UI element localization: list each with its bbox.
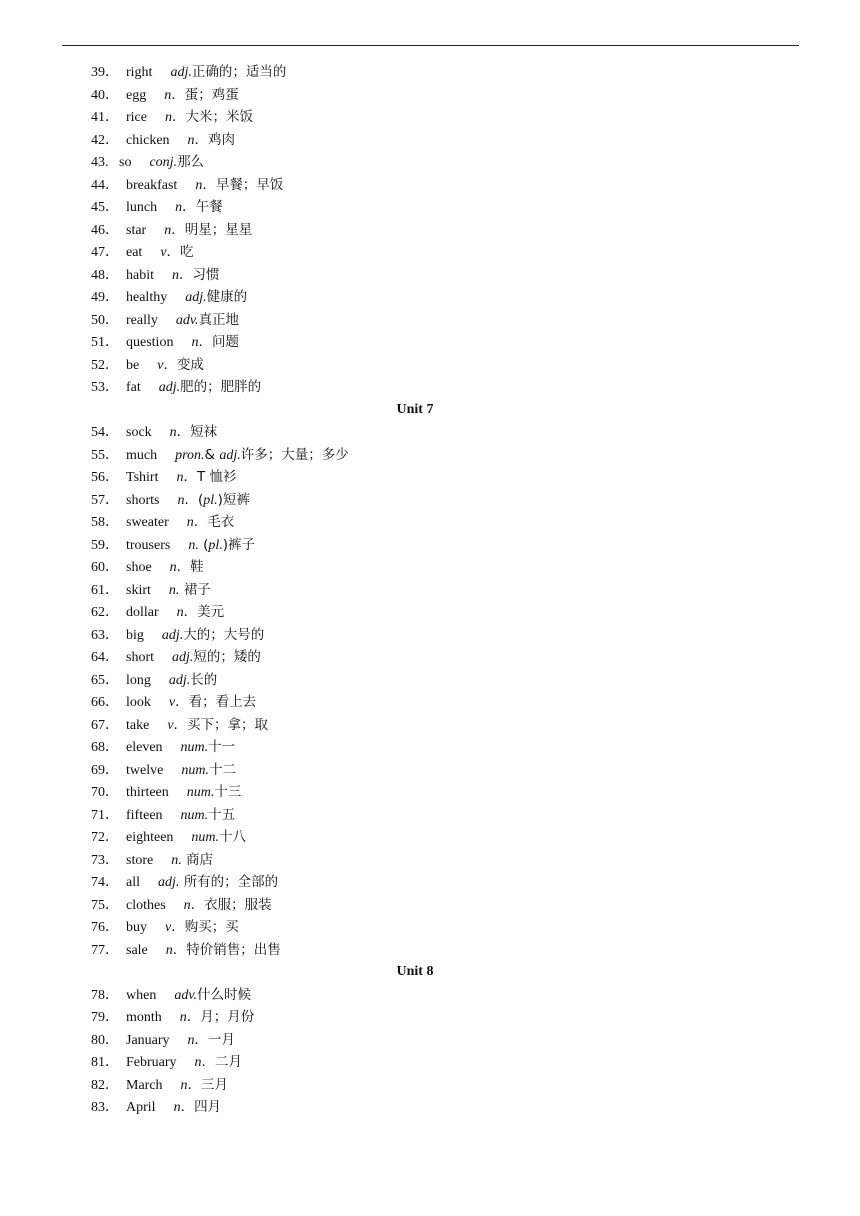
vocab-entry <box>91 646 801 669</box>
entry-word: look <box>126 695 151 710</box>
entry-number: 69． <box>91 762 119 778</box>
entry-separator: ． <box>187 1076 202 1093</box>
vocab-entry <box>91 556 801 579</box>
entry-part-of-speech: n <box>164 110 172 125</box>
entry-definition: 十二 <box>208 761 236 778</box>
vocab-entry <box>91 106 801 129</box>
vocab-entry <box>91 691 801 714</box>
entry-number: 61． <box>91 582 119 598</box>
entry-separator: ． <box>198 334 212 350</box>
entry-definition: 短袜 <box>190 424 218 440</box>
entry-separator: ． <box>202 176 216 193</box>
vocab-entry <box>91 1029 801 1052</box>
vocab-entry <box>91 939 801 962</box>
entry-word: be <box>126 357 140 373</box>
entry-number: 59． <box>91 537 119 553</box>
entry-part-of-speech: adj. <box>170 65 192 80</box>
vocabulary-list <box>91 61 801 1119</box>
entry-word: star <box>126 222 147 238</box>
vocab-entry <box>91 309 801 332</box>
entry-word: healthy <box>126 290 168 305</box>
entry-definition: 午餐 <box>195 199 223 215</box>
entry-word: sale <box>126 942 148 958</box>
entry-part-of-speech: n <box>187 132 195 148</box>
entry-separator: ( <box>198 536 209 553</box>
entry-number: 40． <box>91 87 119 103</box>
entry-separator: ． <box>171 919 185 935</box>
vocab-entry <box>91 264 801 287</box>
entry-separator: ． <box>163 356 177 373</box>
vocab-entry <box>91 871 801 894</box>
entry-definition: 所有的；全部的 <box>183 874 279 890</box>
entry-number: 52． <box>91 357 119 373</box>
entry-definition: 鸡肉 <box>208 131 236 148</box>
entry-part-of-speech: n <box>179 1010 187 1025</box>
entry-word: clothes <box>126 897 166 913</box>
vocab-entry <box>91 421 801 444</box>
entry-number: 45． <box>91 200 119 215</box>
entry-word: sock <box>126 425 152 440</box>
entry-separator: ． <box>173 716 188 733</box>
entry-number: 62． <box>91 605 119 620</box>
vocab-entry <box>91 151 801 174</box>
entry-number: 50． <box>91 312 119 328</box>
entry-word: January <box>126 1032 170 1048</box>
entry-number: 76． <box>91 920 119 935</box>
entry-separator: ． <box>182 199 196 215</box>
entry-word: eighteen <box>126 830 174 845</box>
entry-definition: 三月 <box>201 1076 229 1093</box>
entry-word: March <box>126 1077 163 1093</box>
entry-part-of-speech: conj. <box>149 155 178 170</box>
entry-separator: ． <box>183 469 197 485</box>
entry-part-of-speech: v <box>157 357 164 373</box>
entry-definition: 那么 <box>177 154 205 170</box>
entry-word: fat <box>126 380 141 395</box>
entry-part-of-speech: pron. <box>175 447 205 463</box>
entry-separator: ． <box>176 559 191 575</box>
entry-definition: 月；月份 <box>200 1009 255 1025</box>
entry-number: 42． <box>91 132 119 148</box>
entry-part-of-speech: adv. <box>175 312 199 328</box>
entry-definition: 问题 <box>211 334 239 350</box>
vocab-entry <box>91 579 801 602</box>
vocab-entry <box>91 669 801 692</box>
entry-number: 54． <box>91 425 119 440</box>
entry-number: 82． <box>91 1077 119 1093</box>
entry-word: so <box>119 155 132 170</box>
entry-definition: 健康的 <box>206 289 248 305</box>
entry-separator: ． <box>193 514 208 530</box>
vocab-entry <box>91 624 801 647</box>
entry-definition: 明星；星星 <box>184 221 253 238</box>
entry-part-of-speech: n <box>165 942 173 958</box>
entry-number: 46． <box>91 222 119 238</box>
entry-part-of-speech: n <box>180 1077 188 1093</box>
vocab-entry <box>91 489 801 512</box>
vocab-entry <box>91 1074 801 1097</box>
entry-word: shoe <box>126 560 152 575</box>
entry-separator: ． <box>180 1099 195 1115</box>
entry-number: 60． <box>91 560 119 575</box>
entry-word: month <box>126 1010 162 1025</box>
entry-separator: ． <box>190 896 205 913</box>
entry-separator: ．( <box>184 491 204 508</box>
entry-definition: 十五 <box>208 806 236 823</box>
entry-part-of-speech: n <box>186 515 194 530</box>
entry-word: eleven <box>126 740 163 755</box>
vocab-entry <box>91 849 801 872</box>
entry-word: trousers <box>126 537 171 553</box>
entry-number: 55． <box>91 447 119 463</box>
entry-word: February <box>126 1055 177 1070</box>
entry-separator: ． <box>194 1031 209 1048</box>
entry-part-of-speech: v <box>160 245 167 260</box>
vocab-entry <box>91 984 801 1007</box>
entry-number: 80． <box>91 1032 119 1048</box>
entry-part-of-speech: n <box>176 470 184 485</box>
entry-part-of-speech: n <box>164 87 172 103</box>
vocab-entry <box>91 174 801 197</box>
entry-number: 72． <box>91 830 119 845</box>
header-rule <box>62 45 799 46</box>
entry-definition: 看；看上去 <box>188 694 257 710</box>
entry-separator: & <box>204 446 220 463</box>
entry-number: 74． <box>91 875 119 890</box>
vocab-entry <box>91 781 801 804</box>
entry-part-of-speech: adj. <box>158 380 181 395</box>
entry-number: 58． <box>91 515 119 530</box>
entry-part-of-speech-secondary: adj. <box>219 447 241 463</box>
entry-number: 67． <box>91 717 119 733</box>
entry-definition: 鞋 <box>190 559 204 575</box>
entry-definition: 买下；拿；取 <box>187 716 269 733</box>
entry-part-of-speech: v <box>168 695 176 710</box>
vocab-entry <box>91 241 801 264</box>
entry-definition: 裙子 <box>183 581 211 598</box>
entry-word: twelve <box>126 762 164 778</box>
entry-number: 75． <box>91 897 119 913</box>
entry-part-of-speech: num. <box>181 762 209 778</box>
entry-part-of-speech: num. <box>186 785 215 800</box>
entry-number: 83． <box>91 1100 119 1115</box>
vocab-entry <box>91 466 801 489</box>
entry-number: 81． <box>91 1055 119 1070</box>
entry-word: buy <box>126 920 147 935</box>
entry-number: 51． <box>91 335 119 350</box>
entry-separator: ． <box>183 604 198 620</box>
vocab-entry <box>91 354 801 377</box>
vocab-entry <box>91 714 801 737</box>
entry-part-of-speech: n <box>173 1100 181 1115</box>
entry-number: 39． <box>91 65 119 80</box>
entry-word: breakfast <box>126 177 178 193</box>
entry-definition: 真正地 <box>198 311 240 328</box>
entry-definition: 四月 <box>194 1099 222 1115</box>
entry-part-of-speech: num. <box>180 807 209 823</box>
entry-number: 73． <box>91 852 119 868</box>
entry-word: lunch <box>126 200 158 215</box>
entry-definition: 习惯 <box>192 266 220 283</box>
entry-word: Tshirt <box>126 470 159 485</box>
entry-word: shorts <box>126 492 160 508</box>
entry-part-of-speech: n <box>177 492 185 508</box>
vocab-entry <box>91 511 801 534</box>
entry-word: habit <box>126 267 154 283</box>
entry-definition: 一月 <box>208 1031 236 1048</box>
entry-part-of-speech: n <box>183 897 191 913</box>
entry-word: all <box>126 875 140 890</box>
entry-definition: 早餐；早饭 <box>215 176 284 193</box>
entry-separator: ． <box>171 109 186 125</box>
entry-word: big <box>126 627 144 643</box>
entry-separator: ． <box>179 266 193 283</box>
vocab-entry <box>91 196 801 219</box>
entry-part-of-speech: v <box>165 920 172 935</box>
entry-definition: 美元 <box>197 604 225 620</box>
entry-part-of-speech: n <box>194 1055 202 1070</box>
entry-number: 63． <box>91 627 119 643</box>
vocab-entry <box>91 219 801 242</box>
vocab-entry <box>91 331 801 354</box>
entry-part-of-speech-secondary: pl. <box>208 537 223 553</box>
entry-definition: 大米；米饭 <box>185 109 253 125</box>
entry-number: 77． <box>91 942 119 958</box>
entry-definition: 肥的；肥胖的 <box>180 379 262 395</box>
entry-definition: 短的；矮的 <box>193 649 261 665</box>
entry-part-of-speech: n <box>172 267 179 283</box>
entry-separator: ． <box>172 941 187 958</box>
entry-word: short <box>126 650 154 665</box>
entry-word: dollar <box>126 605 159 620</box>
entry-part-of-speech: n <box>169 425 177 440</box>
entry-part-of-speech: num. <box>191 830 220 845</box>
entry-number: 49． <box>91 290 119 305</box>
vocab-entry <box>91 534 801 557</box>
unit-heading: Unit 7 <box>396 401 434 417</box>
entry-definition: 商店 <box>186 851 214 868</box>
entry-part-of-speech: adv. <box>174 987 198 1003</box>
entry-separator: ． <box>175 694 189 710</box>
entry-definition: 十一 <box>208 739 236 755</box>
entry-definition: 吃 <box>180 244 194 260</box>
vocab-entry <box>91 1006 801 1029</box>
entry-number: 43. <box>91 155 112 170</box>
entry-number: 71． <box>91 807 119 823</box>
entry-part-of-speech: n <box>169 560 177 575</box>
entry-separator: ． <box>176 424 191 440</box>
entry-definition: T 恤衫 <box>196 469 237 485</box>
entry-part-of-speech: adj. <box>168 672 191 688</box>
entry-word: take <box>126 717 150 733</box>
entry-part-of-speech: adj. <box>161 627 184 643</box>
vocab-entry <box>91 376 801 399</box>
entry-part-of-speech: n <box>191 335 199 350</box>
vocab-entry <box>91 1051 801 1074</box>
entry-definition: )裤子 <box>222 536 256 553</box>
vocab-entry <box>91 286 801 309</box>
entry-word: long <box>126 672 151 688</box>
vocab-entry <box>91 601 801 624</box>
entry-number: 53． <box>91 380 119 395</box>
entry-word: eat <box>126 245 143 260</box>
entry-number: 48． <box>91 267 119 283</box>
entry-number: 79． <box>91 1010 119 1025</box>
entry-definition: 什么时候 <box>197 986 252 1003</box>
entry-number: 66． <box>91 695 119 710</box>
vocab-entry <box>91 1096 801 1119</box>
entry-definition: 正确的；适当的 <box>191 64 287 80</box>
entry-definition: 许多；大量；多少 <box>240 446 349 463</box>
entry-word: April <box>126 1100 156 1115</box>
entry-part-of-speech: n. <box>188 537 199 553</box>
entry-part-of-speech: n. <box>171 852 182 868</box>
entry-definition: 蛋；鸡蛋 <box>184 86 239 103</box>
entry-separator: ． <box>171 221 185 238</box>
entry-number: 41． <box>91 110 119 125</box>
entry-part-of-speech: n <box>164 222 172 238</box>
vocab-entry <box>91 736 801 759</box>
entry-definition: 毛衣 <box>207 514 235 530</box>
entry-part-of-speech: n <box>175 200 183 215</box>
entry-part-of-speech: adj. <box>172 650 194 665</box>
entry-word: sweater <box>126 515 169 530</box>
entry-part-of-speech: n. <box>168 582 180 598</box>
entry-part-of-speech: adj. <box>158 875 180 890</box>
entry-definition: 变成 <box>176 356 204 373</box>
vocab-entry <box>91 916 801 939</box>
entry-definition: 购买；买 <box>184 919 239 935</box>
vocab-entry <box>91 444 801 467</box>
entry-separator: ． <box>194 131 209 148</box>
entry-word: chicken <box>126 132 170 148</box>
entry-part-of-speech: v <box>167 717 174 733</box>
vocab-entry <box>91 84 801 107</box>
entry-definition: 大的；大号的 <box>183 626 265 643</box>
entry-number: 47． <box>91 245 119 260</box>
entry-part-of-speech: n <box>195 177 203 193</box>
entry-part-of-speech: num. <box>180 740 209 755</box>
vocab-entry <box>91 759 801 782</box>
entry-definition: 特价销售；出售 <box>186 941 281 958</box>
vocab-entry <box>91 804 801 827</box>
entry-definition: )短裤 <box>217 491 250 508</box>
vocab-entry <box>91 61 801 84</box>
entry-number: 70． <box>91 785 119 800</box>
entry-number: 78． <box>91 987 119 1003</box>
entry-separator: ． <box>201 1054 216 1070</box>
entry-word: much <box>126 447 158 463</box>
entry-definition: 长的 <box>190 671 218 688</box>
entry-separator: ． <box>166 244 181 260</box>
vocab-entry <box>91 129 801 152</box>
entry-definition: 十八 <box>219 829 247 845</box>
entry-part-of-speech: adj. <box>185 290 207 305</box>
entry-part-of-speech-secondary: pl. <box>203 492 218 508</box>
entry-number: 68． <box>91 740 119 755</box>
entry-part-of-speech: n <box>176 605 184 620</box>
entry-definition: 衣服；服装 <box>204 896 272 913</box>
entry-number: 56． <box>91 470 119 485</box>
entry-number: 57． <box>91 492 119 508</box>
entry-separator: ． <box>171 86 185 103</box>
entry-word: egg <box>126 87 147 103</box>
entry-word: skirt <box>126 582 151 598</box>
entry-word: thirteen <box>126 785 169 800</box>
entry-word: rice <box>126 110 147 125</box>
vocab-entry <box>91 826 801 849</box>
entry-definition: 十三 <box>214 784 242 800</box>
entry-number: 64． <box>91 650 119 665</box>
entry-word: fifteen <box>126 807 163 823</box>
entry-part-of-speech: n <box>187 1032 195 1048</box>
entry-definition: 二月 <box>215 1054 243 1070</box>
entry-word: when <box>126 987 157 1003</box>
vocab-entry <box>91 894 801 917</box>
entry-word: store <box>126 852 154 868</box>
entry-word: question <box>126 335 174 350</box>
entry-number: 65． <box>91 672 119 688</box>
entry-separator: ． <box>186 1009 201 1025</box>
entry-word: really <box>126 312 158 328</box>
entry-number: 44． <box>91 177 119 193</box>
unit-heading: Unit 8 <box>396 964 434 979</box>
entry-word: right <box>126 65 153 80</box>
